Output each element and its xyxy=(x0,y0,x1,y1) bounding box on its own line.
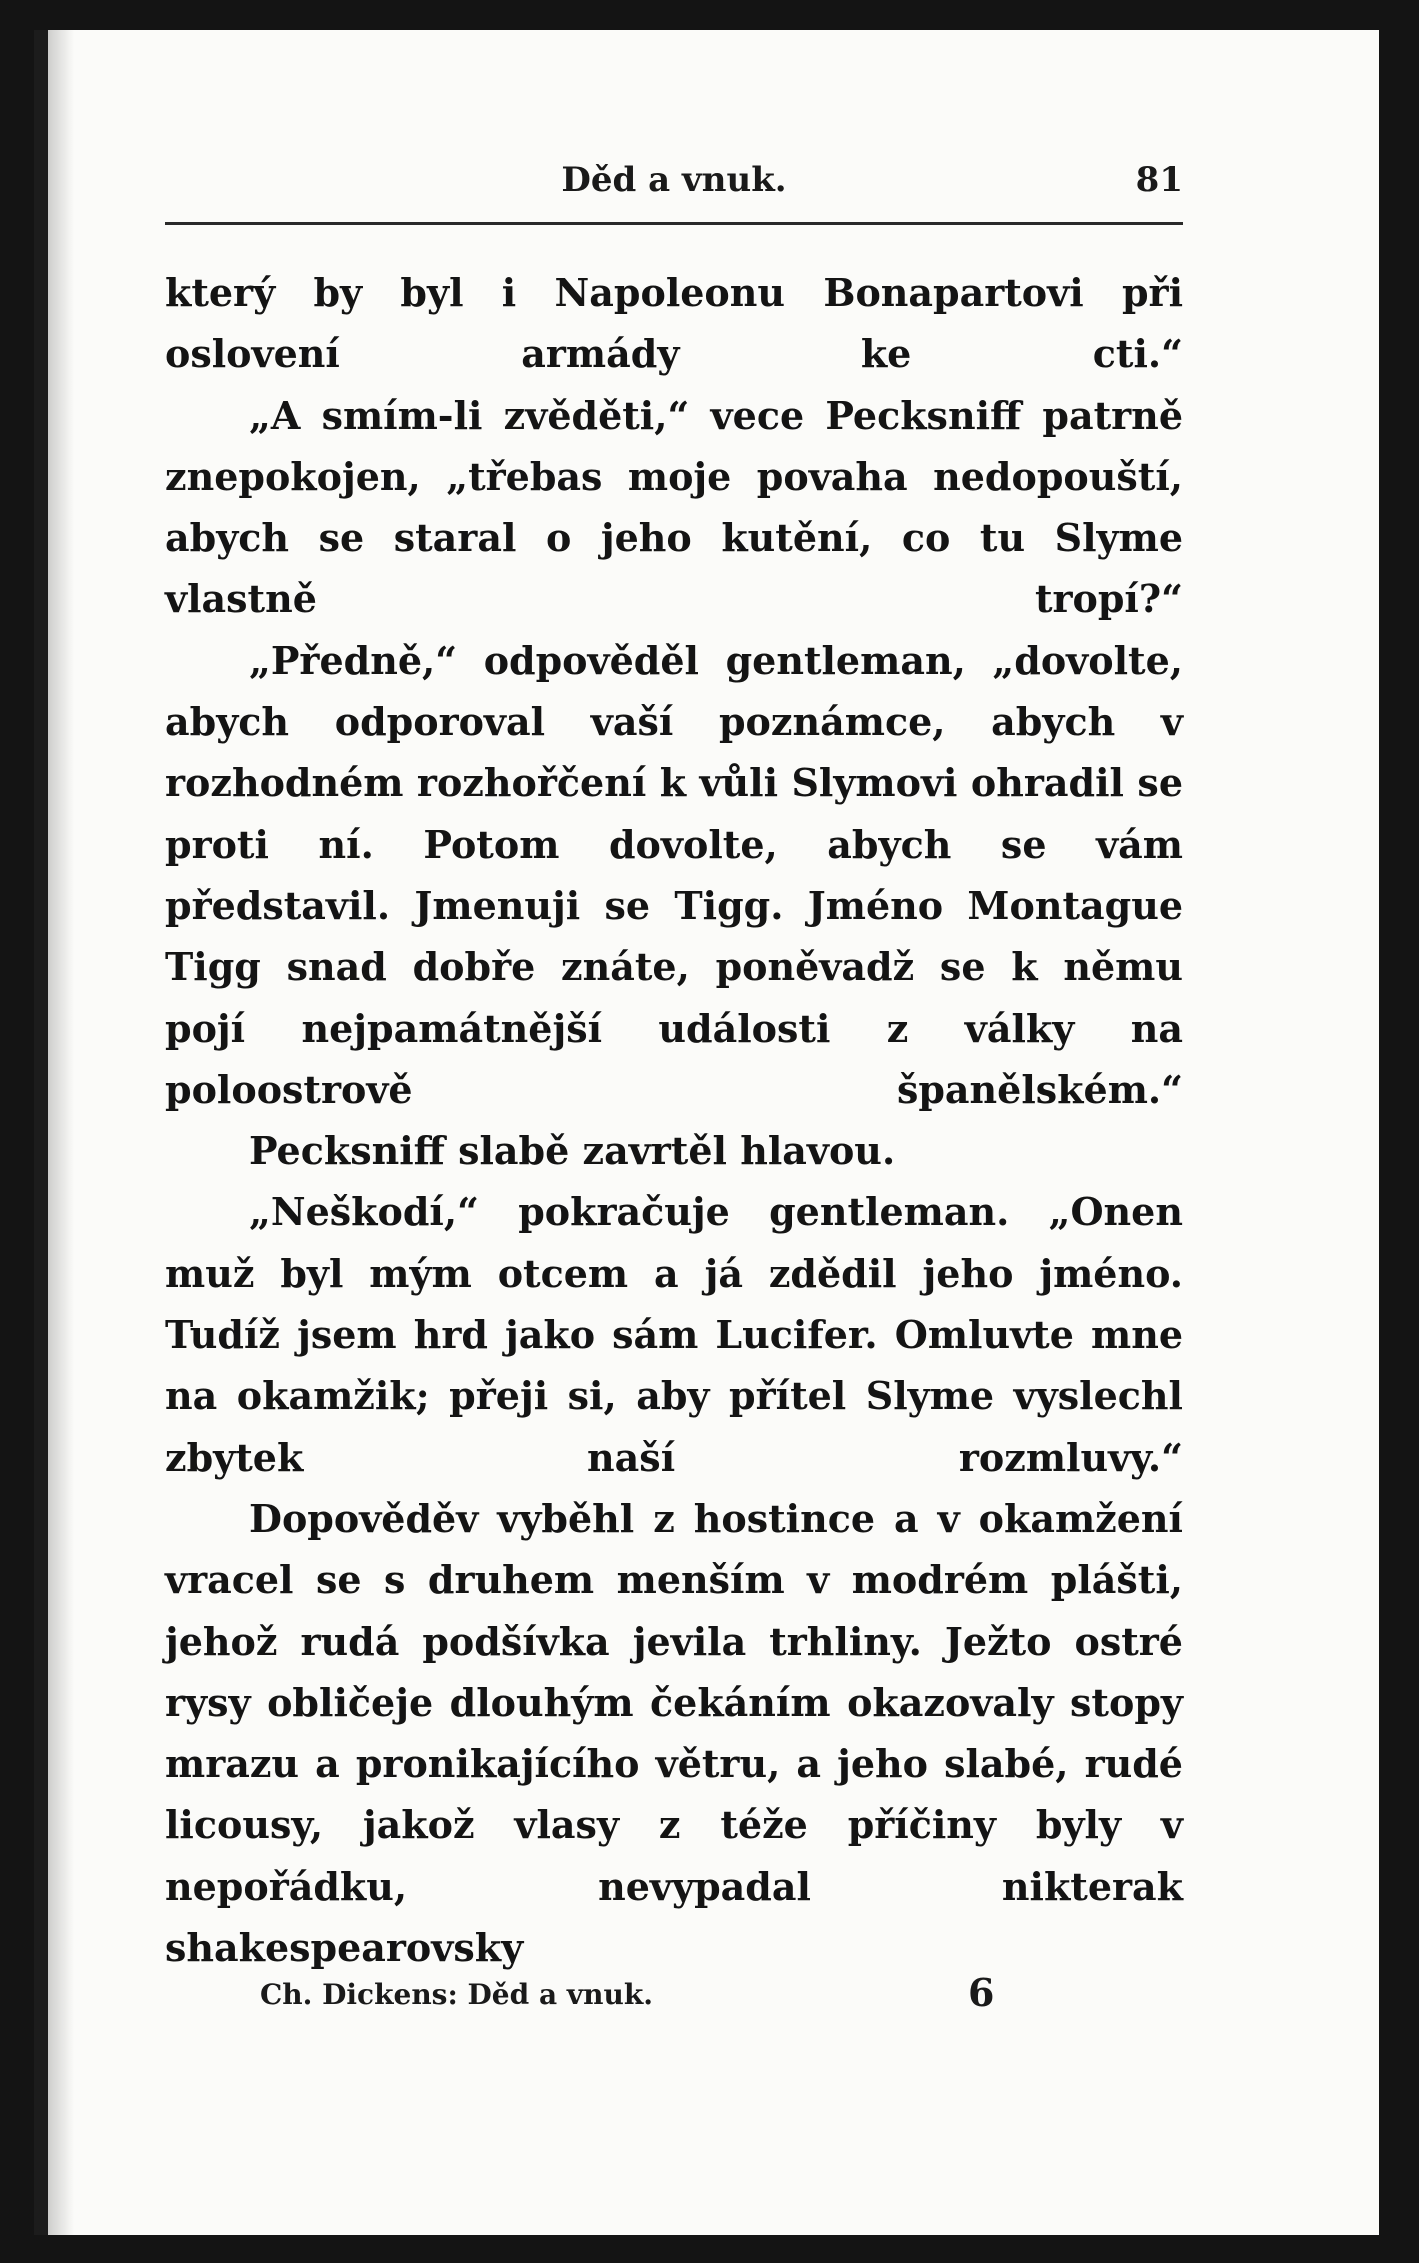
page-number: 81 xyxy=(1135,160,1183,200)
spine-shadow xyxy=(48,30,74,2235)
body-text xyxy=(165,262,1183,1978)
running-title: Děd a vnuk. xyxy=(561,160,787,200)
page-header xyxy=(165,160,1183,216)
paragraph: Pecksniff slabě zavrtěl hlavou. xyxy=(249,1128,896,1174)
paragraph: který by byl i Napoleonu Bonapartovi při oslovení armády ke cti.“ xyxy=(165,270,1183,377)
printer-signature: Ch. Dickens: Děd a vnuk. xyxy=(260,1978,653,2011)
page-footer xyxy=(260,1970,1020,2020)
paragraph: „A smím-li zvěděti,“ vece Pecksniff patrně znepokojen, „třebas moje povaha nedopouští, abych se staral o jeho kutění, co tu Slyme vlastně tropí?“ xyxy=(165,392,1183,622)
sheet-number: 6 xyxy=(968,1970,995,2015)
paragraph: „Neškodí,“ pokračuje gentleman. „Onen muž byl mým otcem a já zdědil jeho jméno. Tudíž jsem hrd jako sám Lucifer. Omluvte mne na okamžik; přeji si, aby přítel Slyme vyslechl zbytek naší rozmluvy.“ xyxy=(165,1189,1183,1480)
paragraph: „Předně,“ odpověděl gentleman, „dovolte, abych odporoval vaší poznámce, abych v rozhodném rozhořčení k vůli Slymovi ohradil se proti ní. Potom dovolte, abych se vám představil. Jmenuji se Tigg. Jméno Montague Tigg snad dobře znáte, poněvadž se k němu pojí nejpamátnější události z války na poloostrově španělském.“ xyxy=(165,637,1183,1112)
paragraph: Dopověděv vyběhl z hostince a v okamžení vracel se s druhem menším v modrém plášti, jehož rudá podšívka jevila trhliny. Ježto ostré rysy obličeje dlouhým čekáním okazovaly stopy mrazu a pronikajícího větru, a jeho slabé, rudé licousy, jakož vlasy z téže příčiny byly v nepořádku, nevypadal nikterak shakespearovsky xyxy=(165,1495,1183,1971)
header-rule xyxy=(165,222,1183,225)
